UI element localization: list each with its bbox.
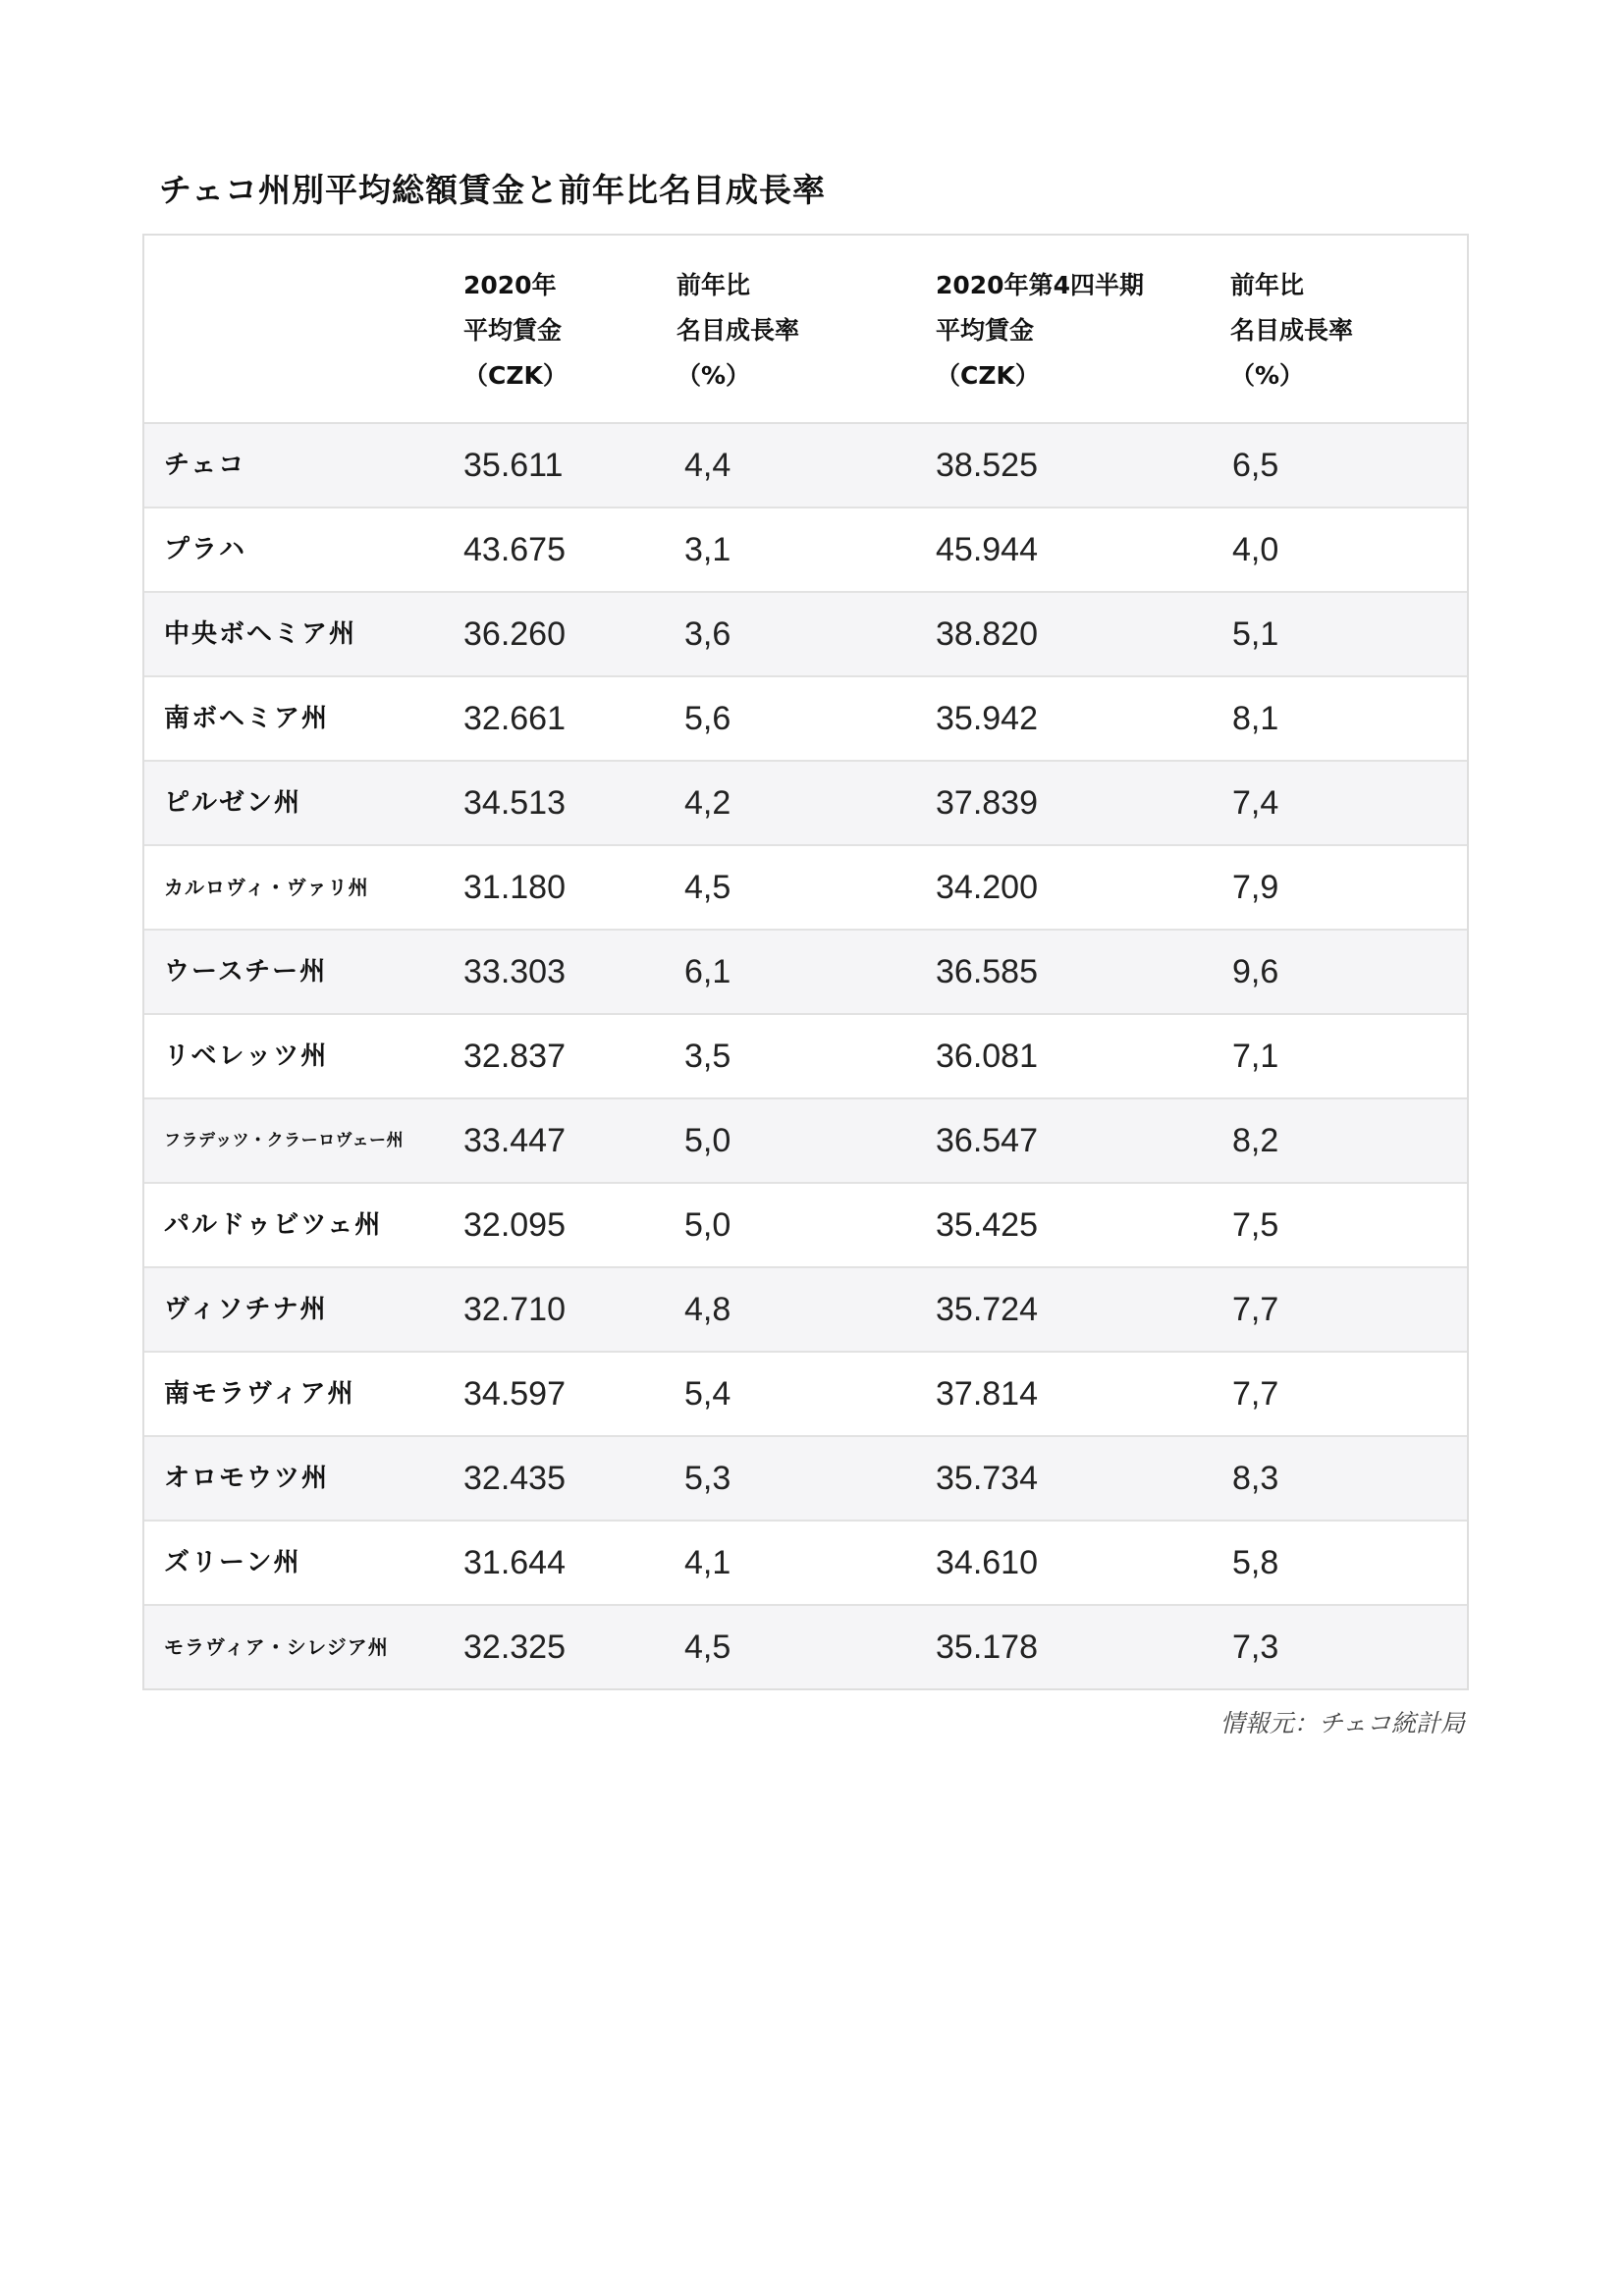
region-name: モラヴィア・シレジア州 (164, 1635, 389, 1659)
growth-q4: 5,8 (1232, 1544, 1279, 1581)
avg-wage-2020: 33.447 (463, 1122, 566, 1159)
header-avg-q4 (936, 263, 1144, 399)
header-avg-q4-line2: 平均賃金 (936, 316, 1035, 345)
growth-2020: 4,4 (684, 447, 731, 484)
table-row (144, 677, 1467, 762)
avg-wage-q4: 35.724 (936, 1291, 1038, 1328)
table-row (144, 931, 1467, 1015)
header-growth-q4-line1: 前年比 (1230, 271, 1305, 299)
growth-q4: 7,1 (1232, 1038, 1279, 1075)
avg-wage-q4: 37.839 (936, 784, 1038, 822)
avg-wage-2020: 32.837 (463, 1038, 566, 1075)
growth-q4: 8,2 (1232, 1122, 1279, 1159)
avg-wage-q4: 38.820 (936, 615, 1038, 653)
region-name: オロモウツ州 (164, 1464, 330, 1493)
header-avg-2020-line3: （CZK） (463, 361, 568, 390)
growth-q4: 8,1 (1232, 700, 1279, 737)
growth-q4: 7,5 (1232, 1206, 1279, 1244)
header-growth-q4-line2: 名目成長率 (1230, 316, 1354, 345)
avg-wage-q4: 45.944 (936, 531, 1038, 568)
region-name: 中央ボヘミア州 (164, 619, 357, 649)
header-avg-2020 (463, 263, 568, 399)
table-row (144, 1353, 1467, 1437)
growth-2020: 3,6 (684, 615, 731, 653)
header-growth-q4 (1230, 263, 1353, 399)
region-name: ヴィソチナ州 (164, 1295, 328, 1324)
avg-wage-q4: 35.734 (936, 1460, 1038, 1497)
region-name: リベレッツ州 (164, 1041, 329, 1071)
growth-q4: 7,7 (1232, 1291, 1279, 1328)
avg-wage-q4: 34.610 (936, 1544, 1038, 1581)
header-growth-2020-line3: （%） (677, 361, 751, 390)
growth-2020: 3,1 (684, 531, 731, 568)
table-row (144, 1099, 1467, 1184)
growth-q4: 7,4 (1232, 784, 1279, 822)
growth-q4: 7,7 (1232, 1375, 1279, 1413)
table-row (144, 1268, 1467, 1353)
page-title: チェコ州別平均総額賃金と前年比名目成長率 (159, 171, 827, 209)
table-row (144, 762, 1467, 846)
header-avg-2020-line2: 平均賃金 (463, 316, 563, 345)
header-avg-q4-line1: 2020年第4四半期 (936, 271, 1144, 299)
growth-2020: 3,5 (684, 1038, 731, 1075)
region-name: ズリーン州 (164, 1548, 301, 1577)
growth-2020: 4,5 (684, 869, 731, 906)
avg-wage-2020: 36.260 (463, 615, 566, 653)
region-name: フラデッツ・クラーロヴェー州 (164, 1131, 404, 1150)
avg-wage-2020: 43.675 (463, 531, 566, 568)
source-note: 情報元：チェコ統計局 (1219, 1709, 1465, 1737)
avg-wage-2020: 33.303 (463, 953, 566, 990)
growth-2020: 5,6 (684, 700, 731, 737)
growth-q4: 7,9 (1232, 869, 1279, 906)
table-row (144, 1606, 1467, 1688)
avg-wage-q4: 34.200 (936, 869, 1038, 906)
region-name: チェコ (164, 451, 246, 480)
growth-2020: 4,2 (684, 784, 731, 822)
region-name: ウースチー州 (164, 957, 328, 987)
growth-q4: 4,0 (1232, 531, 1279, 568)
growth-2020: 5,0 (684, 1122, 731, 1159)
growth-2020: 5,3 (684, 1460, 731, 1497)
avg-wage-q4: 38.525 (936, 447, 1038, 484)
avg-wage-q4: 36.547 (936, 1122, 1038, 1159)
growth-q4: 8,3 (1232, 1460, 1279, 1497)
avg-wage-q4: 36.081 (936, 1038, 1038, 1075)
growth-q4: 6,5 (1232, 447, 1279, 484)
table-header (144, 236, 1467, 424)
growth-q4: 5,1 (1232, 615, 1279, 653)
header-growth-2020-line2: 名目成長率 (677, 316, 800, 345)
growth-q4: 9,6 (1232, 953, 1279, 990)
table-row (144, 508, 1467, 593)
header-growth-q4-line3: （%） (1230, 361, 1305, 390)
avg-wage-2020: 32.095 (463, 1206, 566, 1244)
region-name: カルロヴィ・ヴァリ州 (164, 876, 369, 899)
growth-2020: 4,8 (684, 1291, 731, 1328)
growth-2020: 5,4 (684, 1375, 731, 1413)
growth-2020: 4,1 (684, 1544, 731, 1581)
table-row (144, 1522, 1467, 1606)
header-growth-2020 (677, 263, 799, 399)
region-name: プラハ (164, 535, 247, 564)
avg-wage-q4: 35.425 (936, 1206, 1038, 1244)
table-row (144, 1015, 1467, 1099)
table-row (144, 1184, 1467, 1268)
table-row (144, 1437, 1467, 1522)
header-avg-q4-line3: （CZK） (936, 361, 1040, 390)
avg-wage-2020: 34.513 (463, 784, 566, 822)
avg-wage-q4: 35.178 (936, 1629, 1038, 1666)
header-avg-2020-line1: 2020年 (463, 271, 557, 299)
table-body (144, 424, 1467, 1688)
avg-wage-q4: 37.814 (936, 1375, 1038, 1413)
growth-2020: 6,1 (684, 953, 731, 990)
avg-wage-q4: 35.942 (936, 700, 1038, 737)
avg-wage-2020: 34.597 (463, 1375, 566, 1413)
avg-wage-q4: 36.585 (936, 953, 1038, 990)
avg-wage-2020: 32.710 (463, 1291, 566, 1328)
growth-2020: 4,5 (684, 1629, 731, 1666)
header-growth-2020-line1: 前年比 (677, 271, 751, 299)
region-name: 南ボヘミア州 (164, 704, 330, 733)
region-name: 南モラヴィア州 (164, 1379, 355, 1409)
table-row (144, 593, 1467, 677)
wage-table (142, 234, 1469, 1690)
growth-2020: 5,0 (684, 1206, 731, 1244)
growth-q4: 7,3 (1232, 1629, 1279, 1666)
avg-wage-2020: 31.644 (463, 1544, 566, 1581)
avg-wage-2020: 32.435 (463, 1460, 566, 1497)
avg-wage-2020: 35.611 (463, 447, 564, 484)
table-row (144, 424, 1467, 508)
table-row (144, 846, 1467, 931)
region-name: パルドゥビツェ州 (164, 1210, 383, 1240)
avg-wage-2020: 32.325 (463, 1629, 566, 1666)
avg-wage-2020: 31.180 (463, 869, 566, 906)
region-name: ピルゼン州 (164, 788, 302, 818)
avg-wage-2020: 32.661 (463, 700, 566, 737)
